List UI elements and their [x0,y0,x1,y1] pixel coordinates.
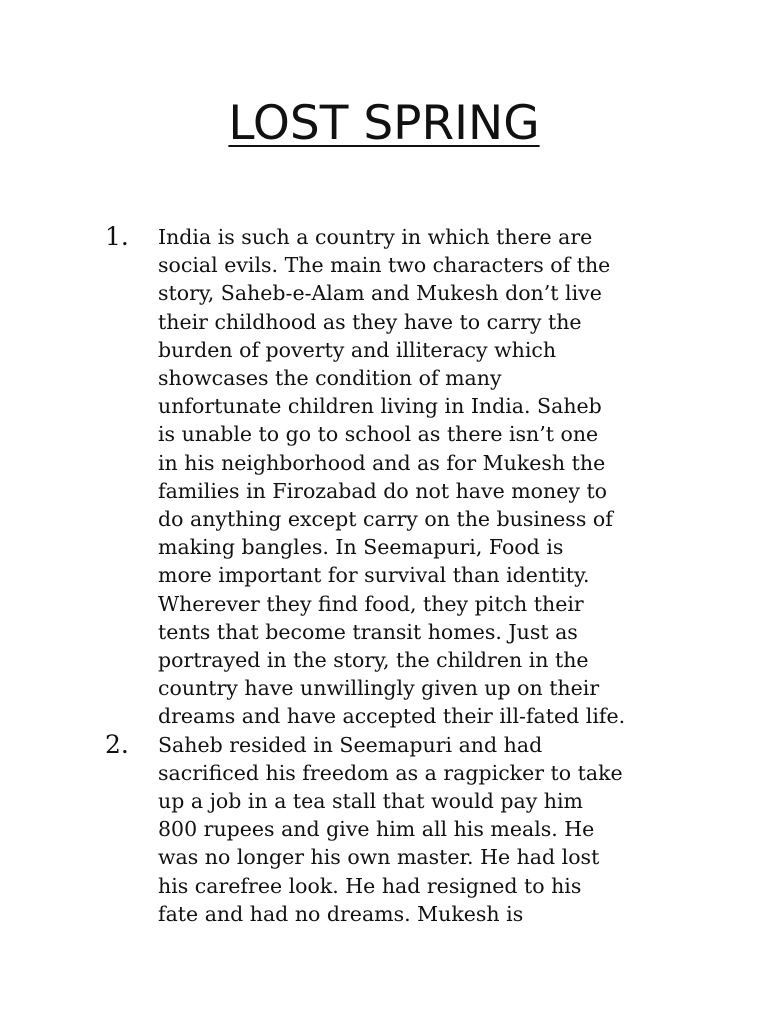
page-title-text: LOST SPRING [228,96,540,151]
list-item-text: India is such a country in which there are social evils. The main two characters of the story, Saheb-e-Alam and Mukesh don’t live their childhood as they have to carry the burden of poverty and illiteracy which showcases the condition of many unfortunate children living in India. Saheb is unable to go to school as there isn’t one in his neighborhood and as for Mukesh the families in Firozabad do not have money to do anything except carry on the business of making bangles. In Seemapuri, Food is more important for survival than identity. Wherever they find food, they pitch their tents that become transit homes. Just as portrayed in the story, the children in the country have unwillingly given up on their dreams and have accepted their ill-fated life. [158,225,626,729]
list-item-number: 1. [105,222,129,251]
page-title [0,92,768,156]
list-item-text: Saheb resided in Seemapuri and had sacrificed his freedom as a ragpicker to take up a job in a tea stall that would pay him 800 rupees and give him all his meals. He was no longer his own master. He had lost his carefree look. He had resigned to his fate and had no dreams. Mukesh is [158,732,623,926]
answer-list [105,223,685,928]
list-item [105,731,685,928]
list-item-number: 2. [105,729,129,759]
list-item [105,223,685,731]
